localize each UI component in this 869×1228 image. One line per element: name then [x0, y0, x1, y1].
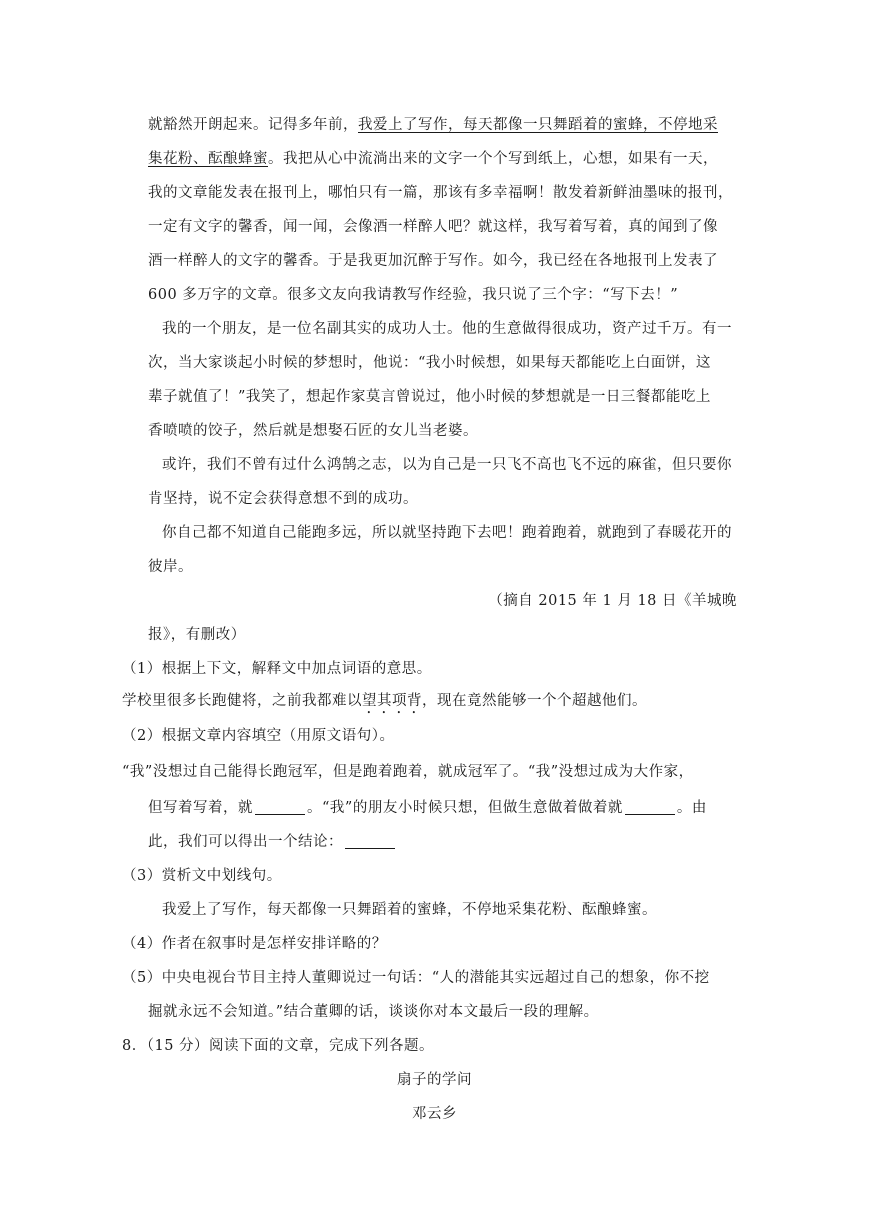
para1-line3: 我的文章能发表在报刊上，哪怕只有一篇，那该有多幸福啊！散发着新鲜油墨味的报刊，: [148, 185, 733, 201]
source-line2: 报》，有删改）: [148, 627, 246, 643]
question-2-line2: [148, 796, 707, 817]
question-2-line1: “我”没想过自己能得长跑冠军，但是跑着跑着，就成冠军了。“我”没想过成为大作家，: [122, 764, 694, 780]
question-2-label: （2）根据文章内容填空（用原文语句）。: [122, 728, 395, 744]
question-8-label: 8．（15 分）阅读下面的文章，完成下列各题。: [122, 1038, 435, 1054]
para2-line3: 辈子就值了！”我笑了，想起作家莫言曾说过，他小时候的梦想就是一日三餐都能吃上: [148, 389, 711, 405]
para2-line1: 我的一个朋友，是一位名副其实的成功人士。他的生意做得很成功，资产过千万。有一: [162, 321, 732, 337]
text: 。我把从心中流淌出来的文字一个个写到纸上，心想，如果有一天，: [268, 151, 718, 167]
text: 就豁然开朗起来。记得多年前，: [148, 117, 358, 133]
text: 学校里很多长跑健将，之前我都难以: [122, 693, 362, 709]
para1-line2: [148, 147, 718, 168]
question-2-line3: [148, 830, 397, 851]
para3-line2: 肯坚持，说不定会获得意想不到的成功。: [148, 491, 418, 507]
para2-line4: 香喷喷的饺子，然后就是想娶石匠的女儿当老婆。: [148, 423, 478, 439]
question-3-sentence: 我爱上了写作，每天都像一只舞蹈着的蜜蜂，不停地采集花粉、酝酿蜂蜜。: [162, 902, 657, 918]
text: ，现在竟然能够一个个超越他们。: [422, 693, 647, 709]
underlined-sentence: 我爱上了写作，每天都像一只舞蹈着的蜜蜂，不停地采: [358, 117, 718, 133]
text: 。由: [676, 800, 707, 816]
answer-blank-3[interactable]: [345, 834, 395, 850]
para4-line1: 你自己都不知道自己能跑多远，所以就坚持跑下去吧！跑着跑着，就跑到了春暖花开的: [162, 525, 732, 541]
underlined-sentence: 集花粉、酝酿蜂蜜: [148, 151, 268, 167]
question-4-label: （4）作者在叙事时是怎样安排详略的？: [122, 936, 387, 952]
article-title: 扇子的学问: [397, 1072, 472, 1088]
question-5-line2: 掘就永远不会知道。”结合董卿的话，谈谈你对本文最后一段的理解。: [148, 1004, 599, 1020]
question-1-label: （1）根据上下文，解释文中加点词语的意思。: [122, 661, 432, 677]
para1-line1: [148, 113, 718, 134]
article-author: 邓云乡: [412, 1106, 457, 1122]
para1-line5: 酒一样醉人的文字的馨香。于是我更加沉醉于写作。如今，我已经在各地报刊上发表了: [148, 253, 718, 269]
para1-line4: 一定有文字的馨香，闻一闻，会像酒一样醉人吧？就这样，我写着写着，真的闻到了像: [148, 219, 718, 235]
question-1-sentence: [122, 689, 647, 717]
question-5-line1: （5）中央电视台节目主持人董卿说过一句话：“人的潜能其实远超过自己的想象，你不挖: [122, 970, 710, 986]
text: 但写着写着，就: [148, 800, 253, 816]
question-3-label: （3）赏析文中划线句。: [122, 868, 282, 884]
source-line1: （摘自 2015 年 1 月 18 日《羊城晚: [488, 593, 737, 609]
para3-line1: 或许，我们不曾有过什么鸿鹄之志，以为自己是一只飞不高也飞不远的麻雀，但只要你: [162, 457, 732, 473]
text: 此，我们可以得出一个结论：: [148, 834, 343, 850]
para4-line2: 彼岸。: [148, 559, 193, 575]
para2-line2: 次，当大家谈起小时候的梦想时，他说：“我小时候想，如果每天都能吃上白面饼，这: [148, 355, 711, 371]
answer-blank-1[interactable]: [255, 800, 305, 816]
dotted-word: 望其项背: [362, 693, 422, 709]
text: 。“我”的朋友小时候只想，但做生意做着做着就: [307, 800, 623, 816]
answer-blank-2[interactable]: [625, 800, 675, 816]
para1-line6: 600 多万字的文章。很多文友向我请教写作经验，我只说了三个字：“写下去！”: [148, 287, 679, 303]
